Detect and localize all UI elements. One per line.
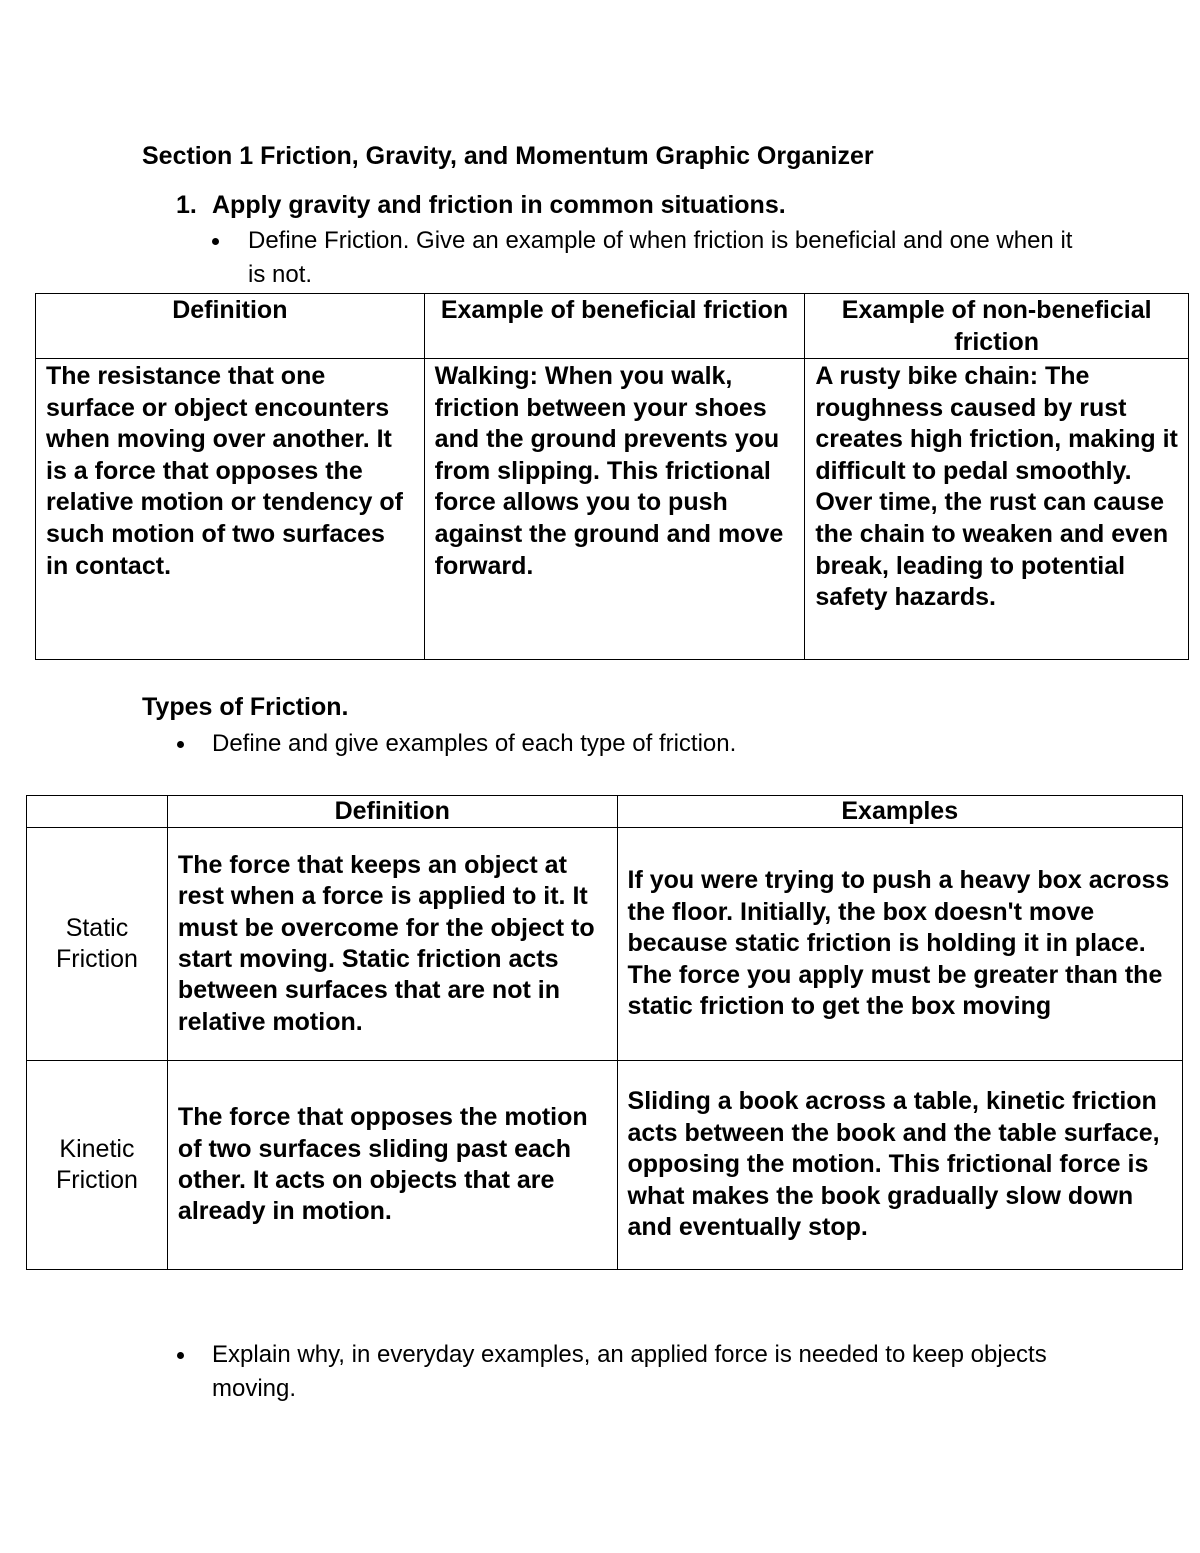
column-header-non-beneficial: Example of non-beneficial friction <box>805 294 1189 359</box>
friction-table <box>35 293 1189 660</box>
friction-types-table <box>26 795 1183 1270</box>
types-prompt: Define and give examples of each type of friction. <box>212 730 737 757</box>
kinetic-definition-cell: The force that opposes the motion of two surfaces sliding past each other. It acts on objects that are already in motion. <box>167 1061 617 1270</box>
static-example-cell: If you were trying to push a heavy box across the floor. Initially, the box doesn't move because static friction is holding it in place. The force you apply must be greater than the static friction to get the box moving <box>617 828 1182 1061</box>
column-header-examples: Examples <box>617 796 1182 828</box>
non-beneficial-example-cell: A rusty bike chain: The roughness caused by rust creates high friction, making it difficult to pedal smoothly. Over time, the rust can cause the chain to weaken and even break, leading to potential safety hazards. <box>805 359 1189 660</box>
types-heading: Types of Friction. <box>142 693 349 721</box>
beneficial-example-cell: Walking: When you walk, friction between your shoes and the ground prevents you from slipping. This frictional force allows you to push against the ground and move forward. <box>424 359 805 660</box>
question-1 <box>176 191 786 220</box>
row-label-static <box>27 828 168 1061</box>
column-header-blank <box>27 796 168 828</box>
row-label-kinetic <box>27 1061 168 1270</box>
table-row <box>36 359 1189 660</box>
define-friction-prompt: Define Friction. Give an example of when friction is beneficial and one when it is not. <box>248 227 1073 288</box>
column-header-definition: Definition <box>167 796 617 828</box>
table-row <box>27 828 1183 1061</box>
applied-force-prompt: Explain why, in everyday examples, an applied force is needed to keep objects moving. <box>212 1341 1047 1402</box>
bullet-icon <box>177 1352 184 1359</box>
bullet-icon <box>177 741 184 748</box>
question-text: Apply gravity and friction in common situations. <box>212 191 786 219</box>
definition-cell: The resistance that one surface or object encounters when moving over another. It is a force that opposes the relative motion or tendency of such motion of two surfaces in contact. <box>36 359 425 660</box>
question-number: 1. <box>176 191 197 219</box>
table-header-row <box>27 796 1183 828</box>
row-label-text: Kinetic Friction <box>55 1135 138 1194</box>
table-header-row <box>36 294 1189 359</box>
kinetic-example-cell: Sliding a book across a table, kinetic friction acts between the book and the table surface, opposing the motion. This frictional force is what makes the book gradually slow down and eventually stop. <box>617 1061 1182 1270</box>
bullet-icon <box>212 238 219 245</box>
column-header-definition: Definition <box>36 294 425 359</box>
column-header-beneficial: Example of beneficial friction <box>424 294 805 359</box>
page-title: Section 1 Friction, Gravity, and Momentum Graphic Organizer <box>142 142 874 170</box>
static-definition-cell: The force that keeps an object at rest when a force is applied to it. It must be overcome for the object to start moving. Static friction acts between surfaces that are not in relative motion. <box>167 828 617 1061</box>
table-row <box>27 1061 1183 1270</box>
row-label-text: Static Friction <box>55 914 138 973</box>
